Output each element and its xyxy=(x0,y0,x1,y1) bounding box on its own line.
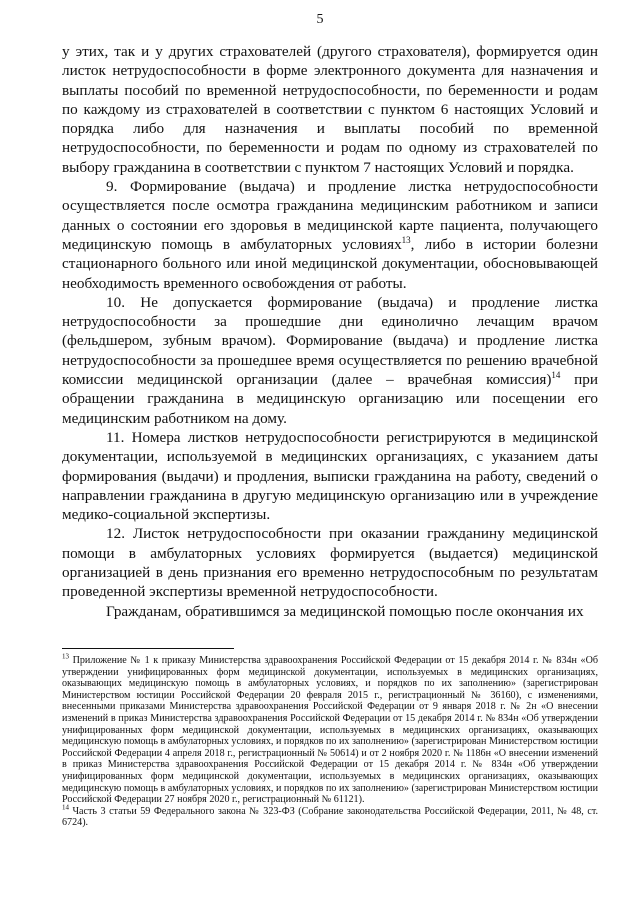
paragraph-text: при обращении гражданина в медицинскую организацию или посещении его медицинским работником на дому. xyxy=(62,371,598,427)
footnote-14 xyxy=(62,803,598,829)
paragraph-continuation xyxy=(62,42,598,177)
paragraph-text: у этих, так и у других страхователей (другого страхователя), формируется один листок нетрудоспособности в форме электронного документа для назначения и выплаты пособий по временной нетрудоспособности, по беременности и родам по каждому из страхователей в соответствии с пунктом 6 настоящих Условий и порядка либо для назначения и выплаты пособий по временной нетрудоспособности, по беременности и родам по одному из страхователей по выбору гражданина в соответствии с пунктом 7 настоящих Условий и порядка. xyxy=(62,43,598,176)
footnote-ref-14[interactable]: 14 xyxy=(551,369,561,380)
footnote-text: Приложение № 1 к приказу Министерства здравоохранения Российской Федерации от 15 декабря 2014 г. № 834н «Об утверждении унифицированных форм медицинской документации, используемых в медицинских организациях, оказывающих медицинскую помощь в амбулаторных условиях, и порядков по их заполнению» (зарегистрирован Министерством юстиции Российской Федерации 20 февраля 2015 г., регистрационный № 36160), с изменениями, внесенными приказами Министерства здравоохранения Российской Федерации от 9 января 2018 г. № 2н «О внесении изменений в приказ Министерства здравоохранения Российской Федерации от 15 декабря 2014 г. № 834н «Об утверждении унифицированных форм медицинской документации, используемых в медицинских организациях, оказывающих медицинскую помощь в амбулаторных условиях, и порядков по их заполнению» (зарегистрирован Министерством юстиции Российской Федерации 4 апреля 2018 г., регистрационный № 50614) и от 2 ноября 2020 г. № 1186н «О внесении изменений в приказ Министерства здравоохранения Российской Федерации от 15 декабря 2014 г. № 834н «Об утверждении унифицированных форм медицинской документации, используемых в медицинских организациях, оказывающих медицинскую помощь в амбулаторных условиях, и порядков по их заполнению» (зарегистрирован Министерством юстиции Российской Федерации 27 ноября 2020 г., регистрационный № 61121). xyxy=(62,655,598,806)
footnotes xyxy=(62,652,598,829)
paragraph-next xyxy=(62,602,598,621)
paragraph-text: Гражданам, обратившимся за медицинской помощью после окончания их xyxy=(106,602,584,620)
paragraph-text: 12. Листок нетрудоспособности при оказании гражданину медицинской помощи в амбулаторных условиях формируется (выдается) медицинской организацией в день признания его временно нетрудоспособным по результатам проведенной экспертизы временной нетрудоспособности. xyxy=(62,525,598,601)
footnote-separator xyxy=(62,648,234,649)
footnote-ref-13[interactable]: 13 xyxy=(401,234,411,245)
paragraph-text: 10. Не допускается формирование (выдача) и продление листка нетрудоспособности за прошедшие дни единолично лечащим врачом (фельдшером, зубным врачом). Формирование (выдача) и продление листка нетрудоспособности за прошедшее время осуществляется по решению врачебной комиссии медицинской организации (далее – врачебная комиссия) xyxy=(62,293,598,389)
paragraph-text: 9. Формирование (выдача) и продление листка нетрудоспособности осуществляется после осмотра гражданина медицинским работником и записи данных о состоянии его здоровья в медицинской карте пациента, получающего медицинскую помощь в амбулаторных условиях xyxy=(62,178,598,253)
paragraph-11 xyxy=(62,428,598,524)
paragraph-text: , либо в истории болезни стационарного больного или иной медицинской документации, обосновывающей необходимость временного освобождения от работы. xyxy=(62,235,599,292)
paragraph-text: 11. Номера листков нетрудоспособности регистрируются в медицинской документации, используемой в медицинских организациях, с указанием даты формирования (выдачи) и продления, выписки гражданина на работу, сведений о направлении гражданина в другую медицинскую организацию или в учреждение медико-социальной экспертизы. xyxy=(62,428,598,524)
paragraph-9 xyxy=(62,177,598,293)
footnote-number: 14 xyxy=(62,803,69,812)
footnote-13 xyxy=(62,652,598,806)
paragraph-12 xyxy=(62,524,598,601)
page-number: 5 xyxy=(316,12,324,27)
main-text xyxy=(62,42,598,621)
paragraph-10 xyxy=(62,293,598,428)
footnote-number: 13 xyxy=(62,652,69,661)
footnote-text: Часть 3 статьи 59 Федерального закона № 323-ФЗ (Собрание законодательства Российской Федерации, 2011, № 48, ст. 6724). xyxy=(62,805,598,829)
